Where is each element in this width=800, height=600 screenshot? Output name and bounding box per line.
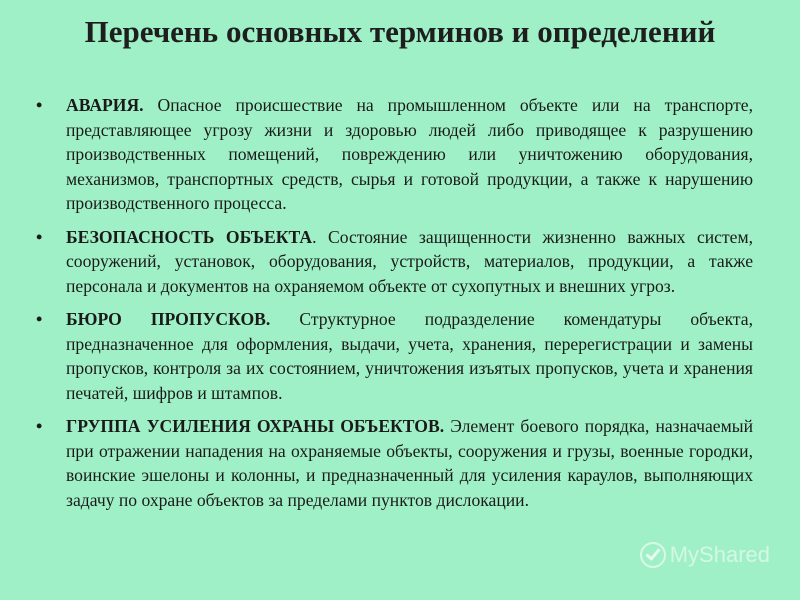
watermark: [640, 542, 770, 568]
term-name: БЮРО ПРОПУСКОВ.: [66, 309, 271, 329]
term-definition: Структурное подразделение комендатуры объекта, предназначенное для оформления, выдачи, учета, хранения, перерегистрации и замены пропусков, контроля за их состоянием, уничтожения изъятых пропусков, учета и хранения печатей, шифров и штампов.: [66, 309, 754, 403]
term-name: ГРУППА УСИЛЕНИЯ ОХРАНЫ ОБЪЕКТОВ.: [66, 416, 445, 436]
watermark-text: MyShared: [669, 542, 770, 567]
term-item: [36, 93, 753, 216]
bullet-icon: •: [36, 416, 43, 436]
bullet-icon: •: [36, 309, 43, 329]
term-name: БЕЗОПАСНОСТЬ ОБЪЕКТА: [66, 226, 313, 247]
bullet-icon: •: [36, 226, 43, 247]
term-definition: Элемент боевого порядка, назначаемый при отражении нападения на охраняемые объекты, сооружения и грузы, военные городки, воинские эшелоны и колонны, и предназначенный для усиления караулов, выполняющих задачу по охране объектов за пределами пунктов дислокации.: [66, 416, 753, 510]
checkmark-circle-icon: [640, 542, 666, 568]
terms-list: [36, 93, 753, 521]
term-item: [36, 414, 753, 512]
term-item: [36, 307, 753, 405]
slide-title: Перечень основных терминов и определений: [84, 14, 716, 49]
bullet-icon: •: [36, 95, 43, 115]
term-item: [36, 225, 753, 299]
term-name: АВАРИЯ.: [66, 95, 144, 115]
term-definition: . Состояние защищенности жизненно важных систем, сооружений, установок, оборудования, устройств, материалов, продукции, а также персонала и документов на охраняемом объекте от сухопутных и внешних угроз.: [66, 226, 754, 296]
term-definition: Опасное происшествие на промышленном объекте или на транспорте, представляющее угрозу жизни и здоровью людей либо приводящее к разрушению производственных помещений, повреждению или уничтожению оборудования, механизмов, транспортных средств, сырья и готовой продукции, а также к нарушению производственного процесса.: [66, 95, 753, 213]
